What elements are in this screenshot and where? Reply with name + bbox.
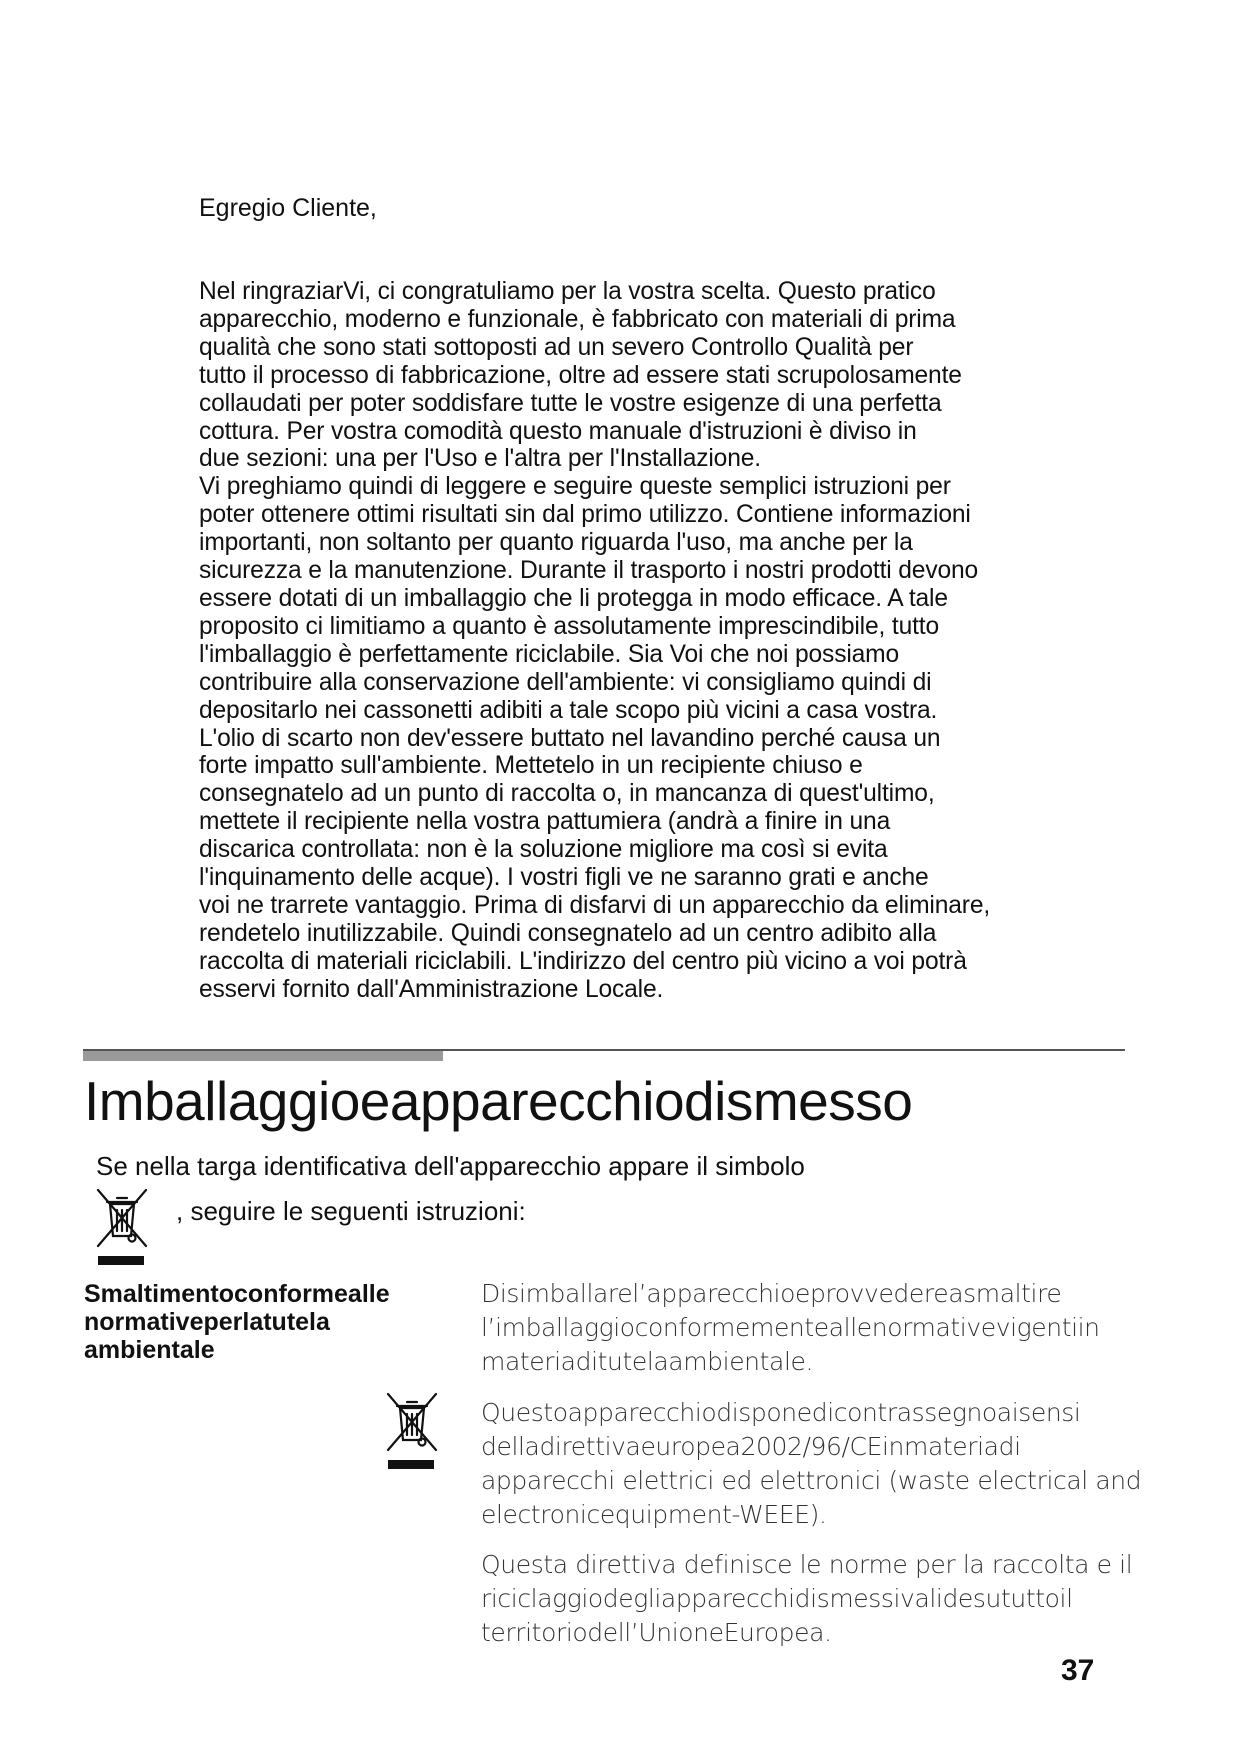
intro-line: consegnatelo ad un punto di raccolta o, in mancanza di quest'ultimo, [199,780,935,808]
paragraph-line: electronicequipment-WEEE). [481,1500,827,1529]
section-divider-accent [83,1051,443,1061]
paragraph-line: l’imballaggioconformementeallenormativevigentiin [481,1313,1100,1342]
paragraph-directive [481,1548,1131,1650]
side-heading [84,1280,444,1364]
intro-line: depositarlo nei cassonetti adibiti a tale scopo più vicini a casa vostra. [199,696,938,724]
crossed-out-wheelie-bin-icon [386,1392,438,1472]
side-heading-line: ambientale [84,1336,215,1364]
paragraph-line: Questoapparecchiodisponedicontrassegnoaisensi [481,1398,1081,1427]
intro-line: discarica controllata: non è la soluzione migliore ma così si evita [199,836,888,864]
intro-line: tutto il processo di fabbricazione, oltre ad essere stati scrupolosamente [199,361,962,389]
paragraph-line: apparecchi elettrici ed elettronici (waste electrical and [481,1466,1142,1495]
greeting: Egregio Cliente, [199,194,377,222]
intro-line: sicurezza e la manutenzione. Durante il trasporto i nostri prodotti devono [199,557,979,585]
intro-line: essere dotati di un imballaggio che li protegga in modo efficace. A tale [199,584,948,612]
paragraph-line: delladirettivaeuropea2002/96/CEinmateriadi [481,1432,1021,1461]
intro-line: proposito ci limitiamo a quanto è assolutamente imprescindibile, tutto [199,612,939,640]
intro-line: qualità che sono stati sottoposti ad un severo Controllo Qualità per [199,333,914,361]
intro-line: Vi preghiamo quindi di leggere e seguire queste semplici istruzioni per [199,473,951,501]
intro-line: l'inquinamento delle acque). I vostri figli ve ne saranno grati e anche [199,864,929,892]
intro-line: collaudati per poter soddisfare tutte le vostre esigenze di una perfetta [199,389,942,417]
intro-line: poter ottenere ottimi risultati sin dal primo utilizzo. Contiene informazioni [199,501,971,529]
intro-line: esservi fornito dall'Amministrazione Locale. [199,975,664,1003]
intro-line: rendetelo inutilizzabile. Quindi consegnatelo ad un centro adibito alla [199,919,937,947]
paragraph-line: Disimballarel’apparecchioeprovvedereasmaltire [481,1279,1062,1308]
page-number: 37 [1061,1654,1095,1687]
paragraph-weee [481,1396,1142,1532]
intro-line: voi ne trarrete vantaggio. Prima di disfarvi di un apparecchio da eliminare, [199,891,991,919]
paragraph-line: materiaditutelaambientale. [481,1347,814,1376]
intro-line: importanti, non soltanto per quanto riguarda l'uso, ma anche per la [199,529,913,557]
side-heading-line: Smaltimentoconformealle [84,1280,390,1308]
intro-paragraph [199,278,1079,1004]
intro-line: raccolta di materiali riciclabili. L'indirizzo del centro più vicino a voi potrà [199,947,967,975]
intro-line: forte impatto sull'ambiente. Mettetelo in un recipiente chiuso e [199,752,863,780]
symbol-instruction-line: Se nella targa identificativa dell'apparecchio appare il simbolo [96,1151,805,1181]
intro-line: mettete il recipiente nella vostra pattumiera (andrà a finire in una [199,808,891,836]
intro-line: cottura. Per vostra comodità questo manuale d'istruzioni è diviso in [199,417,917,445]
section-heading: Imballaggioeapparecchiodismesso [84,1070,913,1132]
paragraph-line: riciclaggiodegliapparecchidismessivalidesututtoil [481,1584,1073,1613]
intro-line: apparecchio, moderno e funzionale, è fabbricato con materiali di prima [199,305,956,333]
paragraph-line: territoriodell’UnioneEuropea. [481,1618,832,1647]
paragraph-line: Questa direttiva definisce le norme per la raccolta e il [481,1550,1133,1579]
crossed-out-wheelie-bin-icon [96,1188,148,1268]
intro-line: Nel ringraziarVi, ci congratuliamo per la vostra scelta. Questo pratico [199,278,936,305]
intro-line: L'olio di scarto non dev'essere buttato nel lavandino perché causa un [199,724,941,752]
intro-line: due sezioni: una per l'Uso e l'altra per l'Installazione. [199,445,761,473]
intro-line: contribuire alla conservazione dell'ambiente: vi consigliamo quindi di [199,668,932,696]
intro-line: l'imballaggio è perfettamente riciclabile. Sia Voi che noi possiamo [199,640,900,668]
paragraph-unpacking [481,1277,1131,1379]
side-heading-line: normativeperlatutela [84,1308,330,1336]
symbol-instruction-line: , seguire le seguenti istruzioni: [176,1196,526,1226]
